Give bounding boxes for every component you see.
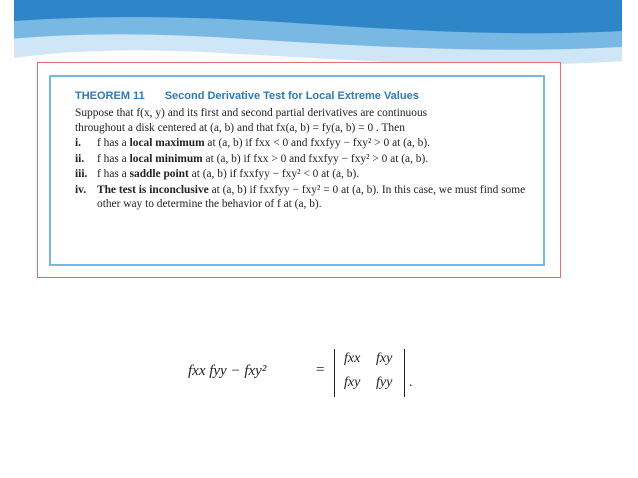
theorem-heading <box>75 90 533 102</box>
theorem-intro-line-2: throughout a disk centered at (a, b) and that fx(a, b) = fy(a, b) = 0 . Then <box>75 121 405 134</box>
item-condition: at (a, b) if fxx < 0 and fxxfyy − fxy² > 0 at (a, b). <box>207 137 431 149</box>
theorem-number: THEOREM 11 <box>75 90 145 102</box>
item-bold: local minimum <box>129 152 203 165</box>
theorem-item-2 <box>75 152 533 167</box>
formula-equals: = <box>316 362 325 378</box>
theorem-item-3 <box>75 167 533 182</box>
item-number: i. <box>75 137 82 149</box>
theorem-item-1 <box>75 136 533 151</box>
item-condition: at (a, b) if fxxfyy − fxy² < 0 at (a, b). <box>191 168 360 180</box>
banner-side-left <box>0 0 14 76</box>
determinant-bar-right <box>404 349 405 397</box>
item-number: iv. <box>75 183 87 196</box>
determinant-bar-left <box>334 349 335 397</box>
item-bold: saddle point <box>129 168 189 180</box>
banner-side-right <box>622 0 638 76</box>
item-condition: at (a, b) if fxx > 0 and fxxfyy − fxy² > 0 at (a, b). <box>205 152 429 165</box>
matrix-cell-12: fxy <box>376 351 393 366</box>
item-bold: The test is inconclusive <box>97 183 209 196</box>
item-bold: local maximum <box>129 137 205 149</box>
item-prefix: f has a <box>97 168 130 180</box>
item-number: iii. <box>75 168 88 180</box>
theorem-box <box>49 75 545 266</box>
item-condition: at (a, b) if fxxfyy − fxy² = 0 at (a, b). In this case, we must find some other way to determine the behavior of f at (a, b). <box>97 183 526 210</box>
formula-period: . <box>409 375 413 390</box>
item-number: ii. <box>75 152 85 165</box>
theorem-title: Second Derivative Test for Local Extreme Values <box>164 90 419 102</box>
formula-lhs: fxx fyy − fxy² <box>188 363 267 379</box>
theorem-item-4 <box>75 183 533 212</box>
matrix-cell-22: fyy <box>376 375 393 390</box>
matrix-cell-21: fxy <box>344 375 361 390</box>
item-prefix: f has a <box>97 152 130 165</box>
theorem-frame <box>37 62 561 278</box>
matrix-cell-11: fxx <box>344 351 361 366</box>
item-prefix: f has a <box>97 137 130 149</box>
hessian-formula <box>188 345 428 415</box>
theorem-intro-line-1: Suppose that f(x, y) and its first and second partial derivatives are continuous <box>75 107 428 119</box>
